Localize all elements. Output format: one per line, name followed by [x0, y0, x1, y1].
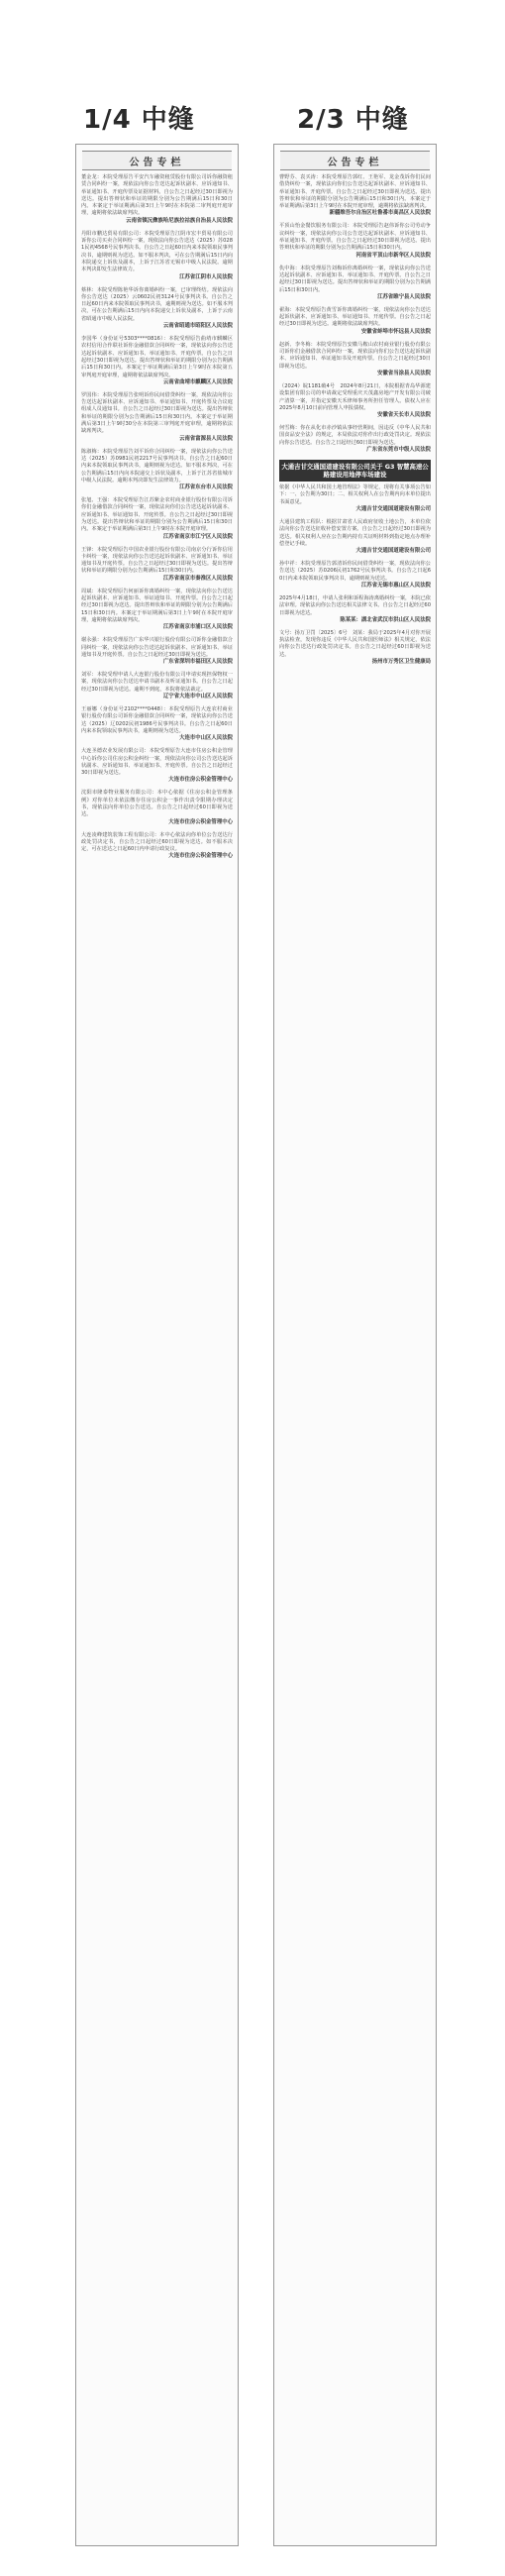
- notice-signature: 安徽省当涂县人民法院: [377, 370, 431, 376]
- notice-body: 2025年4月18日，申请人张利和诉程海涛离婚纠纷一案，本院已依法审理。现依法向你公告送达相关法律文书。自公告之日起经过60日即视为送达。: [279, 594, 431, 616]
- right-column-title: 公告专栏: [280, 151, 430, 170]
- notice-item: [81, 637, 233, 666]
- notice-body: 刘军：本院受理申请人大连银行股份有限公司申请实现担保物权一案，现依法向你公告送达申请书副本及听证通知书。自公告之日起经过30日即视为送达。逾期不到庭，本院将依法裁定。: [81, 672, 233, 693]
- notice-signature: 云南省昭通市昭阳区人民法院: [162, 323, 233, 330]
- notice-signature: 广东省深圳市福田区人民法院: [162, 659, 233, 666]
- notice-signature: 云南省曲靖市麒麟区人民法院: [162, 378, 233, 385]
- notice-item: [81, 589, 233, 631]
- notice-item: [81, 748, 233, 784]
- notice-item: [279, 383, 431, 419]
- notice-item: [81, 336, 233, 386]
- notice-body: 王丽娜（身份证号2102****0448）：本院受理原告大连农村商业银行股份有限公司诉你金融借款合同纠纷一案，现依法向你公告送达（2025）辽0202民初1986号民事判决书。自公告之日起60日内来本院领取民事判决书，逾期则视为送达。: [81, 706, 233, 734]
- left-notice-column: [75, 144, 239, 2546]
- notice-body: 赵新、李冬梅：本院受理原告安徽马鞍山农村商业银行股份有限公司诉你们金融借款合同纠纷一案，现依法向你们公告送达起诉状副本、应诉通知书、举证通知书及开庭传票。自公告之日起经过30日即视为送达。: [279, 341, 431, 370]
- notice-item: [81, 832, 233, 861]
- right-notice-column: [273, 144, 437, 2546]
- notice-body: 沈阳市隆泰物业服务有限公司：本中心依据《住房公积金管理条例》对你单位未依法缴存住房公积金一事作出责令限期办理决定书，现依法向你单位公告送达。自公告之日起经过60日即视为送达。: [81, 790, 233, 818]
- notice-signature: 云南省镇沅彝族哈尼族拉祜族自治县人民法院: [126, 217, 233, 224]
- notice-body: 董金龙：本院受理原告平安汽车融资租赁股份有限公司诉你融资租赁合同纠纷一案，现依法向你公告送达起诉状副本、应诉通知书、举证通知书、开庭传票及证据材料。自公告之日起经过30日即视为送达。提出答辩状和举证的期限分别为公告期满后15日和30日内。本案定于举证期满后第3日上午9时在本院第二审判庭开庭审理，逾期将依法缺席判决。: [81, 174, 233, 217]
- notice-signature: 陈某某：湖北省武汉市洪山区人民法院: [340, 616, 431, 623]
- notice-item: [279, 519, 431, 555]
- notice-item: [279, 174, 431, 217]
- notice-signature: 大通吉甘交通国道建设有限公司: [355, 505, 431, 512]
- notice-signature: 安徽省蚌埠市怀远县人民法院: [360, 328, 431, 335]
- left-notice-list: [76, 174, 238, 860]
- notice-body: 周斌：本院受理原告何丽诉你离婚纠纷一案，现依法向你公告送达起诉状副本、应诉通知书、举证通知书、开庭传票。自公告之日起经过30日即视为送达。提出答辩状和举证的期限分别为公告期满后15日和30日内。本案定于举证期满后第3日上午9时在本院开庭审理，逾期将依法缺席判决。: [81, 588, 233, 623]
- notice-body: 罗国伟：本院受理原告张明诉你民间借贷纠纷一案，现依法向你公告送达起诉状副本、应诉通知书、举证通知书、开庭传票及合议庭组成人员通知书。自公告之日起经过30日即视为送达。提出答辩状和举证的期限分别为公告期满后15日和30日内。本案定于举证期满后第3日上午9时30分在本院第三审判庭开庭审理，逾期将依法缺席判决。: [81, 391, 233, 435]
- right-notice-list: [274, 174, 436, 666]
- notice-body: 大通县建筑工程队：根据甘肃省人民政府征收土地公告，本单位依法向你公告送达征收补偿安置方案。自公告之日起经过30日即视为送达。相关权利人应在公告期内持有关证明材料到指定地点办理补偿登记手续。: [279, 518, 431, 547]
- notice-body: 仇中海：本院受理原告刘梅诉你离婚纠纷一案，现依法向你公告送达起诉状副本、应诉通知书、举证通知书、开庭传票。自公告之日起经过30日即视为送达。提出答辩状和举证的期限分别为公告期满后15日和30日内。: [279, 265, 431, 293]
- notice-item: [279, 460, 431, 513]
- notice-item: [81, 790, 233, 825]
- notice-signature: 大连市住房公积金管理中心: [168, 818, 233, 825]
- notice-signature: 安徽省天长市人民法院: [377, 412, 431, 419]
- notice-body: 孙中祥：本院受理原告郭清诉你民间借贷纠纷一案，现依法向你公告送达（2025）苏0206民初1762号民事判决书。自公告之日起60日内来本院领取民事判决书，逾期则视为送达。: [279, 561, 431, 582]
- notice-body: 蔡林：本院受理陈艳华诉你离婚纠纷一案，已审理终结。现依法向你公告送达（2025）云0602民初3124号民事判决书。自公告之日起60日内来本院领取民事判决书，逾期则视为送达。如不服本判决，可在公告期满后15日内向本院递交上诉状及副本，上诉于云南省昭通市中级人民法院。: [81, 286, 233, 322]
- quarter-fold-label: 1/4 中缝: [83, 105, 195, 135]
- notice-body: 陈淑梅：本院受理原告刘平诉你合同纠纷一案，现依法向你公告送达（2025）苏0981民初2217号民事判决书。自公告之日起60日内来本院领取民事判决书，逾期则视为送达。如不服本判决，可在公告期满后15日内向本院递交上诉状及副本，上诉于江苏省盐城市中级人民法院。逾期本判决即发生法律效力。: [81, 448, 233, 483]
- notice-body: 张旭、王强：本院受理原告江苏紫金农村商业银行股份有限公司诉你们金融借款合同纠纷一案，现依法向你们公告送达起诉状副本、应诉通知书、举证通知书、开庭传票。自公告之日起经过30日即视为送达。提出答辩状和举证的期限分别为公告期满后15日和30日内。本案定于举证期满后第3日上午9时在本院开庭审理。: [81, 497, 233, 533]
- notice-item: [279, 595, 431, 624]
- notice-item: [81, 231, 233, 281]
- notice-signature: 广东省东莞市中级人民法院: [366, 447, 431, 454]
- notice-item: [81, 392, 233, 443]
- notice-item: [279, 223, 431, 259]
- notice-body: 丹阳市鹏达贸易有限公司：本院受理原告江阴市宏丰贸易有限公司诉你公司买卖合同纠纷一案，现依法向你公告送达（2025）苏0281民初4568号民事判决书。自公告之日起60日内来本院领取民事判决书，逾期则视为送达。如不服本判决，可在公告期满后15日内向本院递交上诉状及副本，上诉于江苏省无锡市中级人民法院。逾期本判决即发生法律效力。: [81, 230, 233, 273]
- notice-item: [279, 425, 431, 454]
- notice-item: [279, 561, 431, 590]
- notice-signature: 大连市中山区人民法院: [179, 735, 233, 742]
- notice-body: 文号：扬万卫罚〔2025〕6号 刘某：我局于2025年4月对你开展执法检查，发现你违反《中华人民共和国医师法》相关规定，依法向你公告送达行政处罚决定书。自公告之日起经过60日即视为送达。: [279, 629, 431, 658]
- notice-item: [279, 630, 431, 666]
- notice-body: 翟海：本院受理原告黄雪诉你离婚纠纷一案，现依法向你公告送达起诉状副本、应诉通知书、举证通知书、开庭传票。自公告之日起经过30日即视为送达。逾期将依法缺席判决。: [279, 306, 431, 328]
- notice-body: 大连凌峰建筑装饰工程有限公司：本中心依法向你单位公告送达行政处罚决定书，自公告之日起经过60日即视为送达。如不服本决定，可在送达之日起60日内申请行政复议。: [81, 831, 233, 853]
- notice-body: 王锋：本院受理原告中国农业银行股份有限公司南京分行诉你信用卡纠纷一案，现依法向你公告送达起诉状副本、应诉通知书、举证通知书及开庭传票。自公告之日起经过30日即视为送达。提出答辩状和举证的期限分别为公告期满后15日和30日内。: [81, 546, 233, 575]
- notice-body: 李国华（身份证号5303****0816）：本院受理原告曲靖市麒麟区农村信用合作联社诉你金融借款合同纠纷一案，现依法向你公告送达起诉状副本、应诉通知书、举证通知书、开庭传票。自公告之日起经过30日即视为送达。提出答辩状和举证的期限分别为公告期满后15日和30日内。本案定于举证期满后第3日上午9时在本院第五审判庭开庭审理，逾期将依法缺席判决。: [81, 336, 233, 378]
- notice-signature: 江苏省江阴市人民法院: [179, 273, 233, 280]
- notice-item: [279, 342, 431, 377]
- notice-item: [81, 497, 233, 540]
- notice-item: [81, 174, 233, 225]
- notice-body: 依据《中华人民共和国土地管理法》等规定，现将有关事项公告如下：一、公告期为30日；二、相关权利人在公告期内向本单位提出书面意见。: [279, 484, 431, 505]
- notice-signature: 江苏省南京市江宁区人民法院: [162, 533, 233, 540]
- notice-signature: 江苏省南京市浦口区人民法院: [162, 624, 233, 631]
- left-column-title: 公告专栏: [82, 151, 232, 170]
- notice-signature: 江苏省南京市秦淮区人民法院: [162, 575, 233, 582]
- notice-signature: 大连市住房公积金管理中心: [168, 777, 233, 784]
- notice-item: [81, 547, 233, 583]
- notice-body: 大连圣德农业发展有限公司：本院受理原告大连市住房公积金管理中心诉你公司住房公积金纠纷一案，现依法向你公司公告送达起诉状副本、应诉通知书、举证通知书、开庭传票。自公告之日起经过30日即视为送达。: [81, 748, 233, 777]
- notice-signature: 江苏省睢宁县人民法院: [377, 293, 431, 300]
- notice-signature: 大连市住房公积金管理中心: [168, 853, 233, 860]
- notice-item: [81, 287, 233, 330]
- notice-body: 何雪梅：你在从化市赤沙镇从事经营期间，因违反《中华人民共和国食品安全法》的规定，本局依法对你作出行政处罚决定。现依法向你公告送达。自公告之日起经过60日即视为送达。: [279, 425, 431, 446]
- notice-body: 曹野芬、袁买涛：本院受理原告郭红、王艳军、龙金茂诉你们民间借贷纠纷一案，现依法向你们公告送达起诉状副本、应诉通知书、举证通知书、开庭传票。自公告之日起经过30日即视为送达。提出答辩状和举证的期限分别为公告期满后15日和30日内。本案定于举证期满后第3日上午9时在本院开庭审理，逾期将依法缺席判决。: [279, 174, 431, 210]
- notice-body: （2024）皖1181破4号 2024年8月21日，本院根据青岛华源建设集团有限公司的申请裁定受理重庆天茂鑫房地产开发有限公司破产清算一案，并指定安徽天禾律师事务所担任管理人。债权人应在2025年8月10日前向管理人申报债权。: [279, 382, 431, 411]
- notice-banner: 大通吉甘交通国道建设有限公司关于 G3 智慧高速公路建设用地停车场建设: [279, 460, 431, 482]
- notice-signature: 江苏省东台市人民法院: [179, 484, 233, 491]
- notice-signature: 江苏省无锡市惠山区人民法院: [360, 582, 431, 589]
- notice-signature: 云南省富源县人民法院: [179, 435, 233, 442]
- notice-signature: 新疆维吾尔自治区吐鲁番市高昌区人民法院: [329, 210, 431, 217]
- notice-signature: 辽宁省大连市中山区人民法院: [162, 694, 233, 700]
- notice-item: [81, 672, 233, 700]
- notice-item: [81, 449, 233, 491]
- notice-signature: 河南省平顶山市新华区人民法院: [355, 252, 431, 259]
- notice-item: [81, 706, 233, 742]
- notice-signature: 大通吉甘交通国道建设有限公司: [355, 548, 431, 555]
- notice-item: [279, 307, 431, 336]
- two-thirds-fold-label: 2/3 中缝: [297, 105, 409, 135]
- notice-signature: 扬州市万秀区卫生健康局: [371, 659, 431, 666]
- notice-body: 谢永强：本院受理原告广东华兴银行股份有限公司诉你金融借款合同纠纷一案，现依法向你公告送达起诉状副本、应诉通知书、举证通知书及开庭传票。自公告之日起经过30日即视为送达。: [81, 637, 233, 658]
- notice-item: [279, 266, 431, 301]
- notice-body: 平顶山怡金餐饮服务有限公司：本院受理原告赵伟诉你公司劳动争议纠纷一案，现依法向你公司公告送达起诉状副本、应诉通知书、举证通知书、开庭传票。自公告之日起经过30日即视为送达。提出答辩状和举证的期限分别为公告期满后15日和30日内。: [279, 223, 431, 252]
